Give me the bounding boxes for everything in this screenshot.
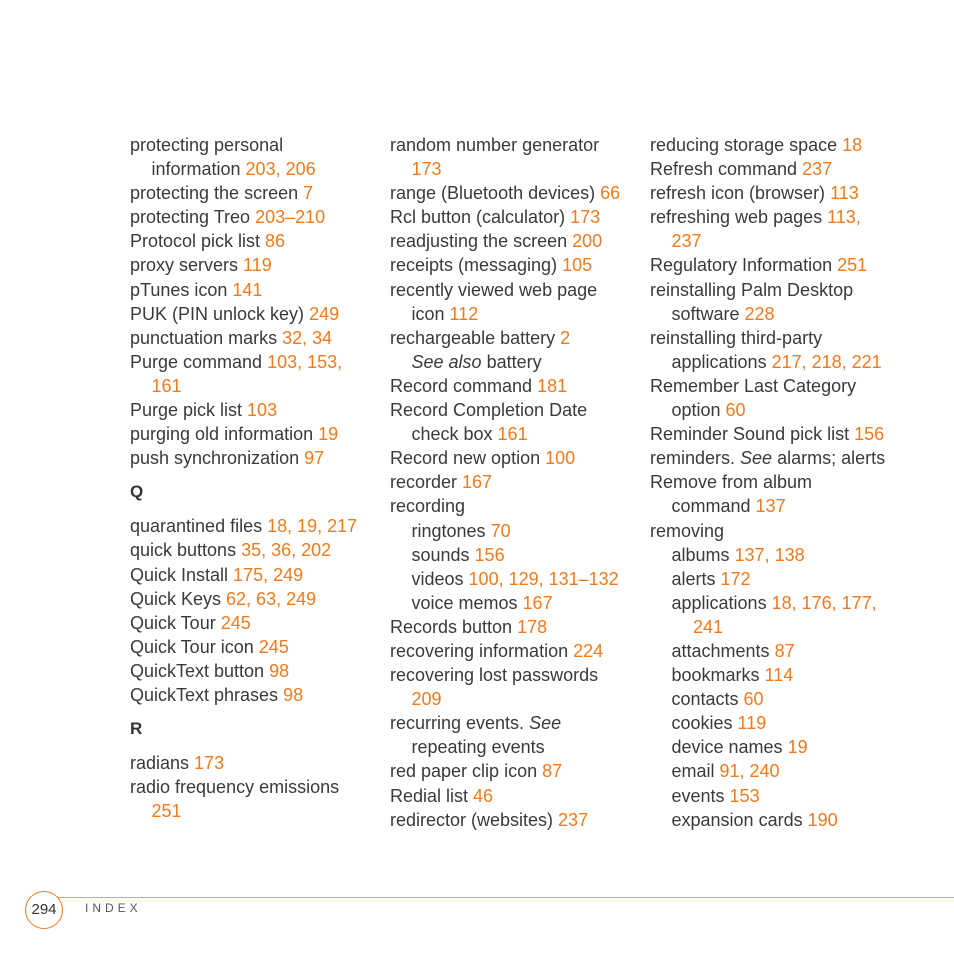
index-subentry: bookmarks 114 (671, 665, 794, 686)
page-link[interactable]: 156 (854, 424, 885, 445)
index-entry: Redial list 46 (390, 785, 494, 806)
page-link[interactable]: 141 (232, 279, 263, 300)
index-entry: redirector (websites) 237 (390, 809, 589, 830)
index-column-1 (130, 133, 380, 823)
page-link[interactable]: 217, 218, 221 (771, 351, 882, 372)
index-entry: push synchronization 97 (130, 448, 325, 469)
index-entry: QuickText phrases 98 (130, 684, 304, 705)
page-link[interactable]: 97 (304, 448, 325, 469)
index-entry: random number generator 173 (390, 133, 640, 181)
index-entry: reinstalling Palm Desktop software 228 (650, 279, 854, 324)
page-link[interactable]: 18 (842, 135, 863, 155)
page-link[interactable]: 62, 63, 249 (226, 588, 317, 609)
index-entry: Remember Last Category option 60 (650, 375, 857, 421)
page-link[interactable]: 103, 153, (267, 351, 343, 372)
page-link[interactable]: 19 (318, 424, 339, 445)
index-entry: reminders. See alarms; alerts (650, 448, 886, 469)
index-subentry: email 91, 240 (671, 761, 780, 782)
page-link[interactable]: 161 (497, 424, 528, 445)
page-link[interactable]: 114 (764, 665, 794, 686)
index-entry: reducing storage space 18 (650, 135, 863, 155)
page-link[interactable]: 203, 206 (245, 159, 316, 180)
page-link[interactable]: 98 (283, 684, 304, 705)
page-link[interactable]: 156 (474, 544, 505, 565)
index-column-3 (650, 133, 900, 832)
page-link[interactable]: 251 (837, 255, 868, 276)
page-link[interactable]: 46 (473, 785, 494, 806)
index-entry: recorder 167 (390, 472, 493, 493)
page-link[interactable]: 86 (265, 231, 286, 252)
page-link[interactable]: 32, 34 (282, 327, 333, 348)
page-link[interactable]: 7 (303, 183, 314, 204)
page-link[interactable]: 237 (671, 231, 702, 252)
page-link[interactable]: 172 (720, 568, 751, 589)
index-entry: protecting personal information 203, 206 (130, 135, 316, 180)
index-subentry: device names 19 (671, 737, 808, 758)
index-entry: reinstalling third-party applications 217, 218, 221 (650, 327, 882, 372)
page-link[interactable]: 153 (729, 785, 760, 806)
page-link[interactable]: 70 (490, 520, 511, 541)
section-letter: R (130, 719, 143, 739)
page-link[interactable]: 87 (774, 640, 795, 661)
index-entry: pTunes icon 141 (130, 279, 263, 300)
page-link[interactable]: 103 (247, 400, 278, 421)
index-subentry: albums 137, 138 (671, 544, 805, 565)
index-entry: Quick Tour icon 245 (130, 636, 289, 657)
index-entry: Quick Keys 62, 63, 249 (130, 588, 317, 609)
page-link[interactable]: 173 (570, 207, 601, 228)
page-link[interactable]: 87 (542, 761, 563, 782)
page-link[interactable]: 19 (787, 737, 808, 758)
index-entry: radio frequency emissions 251 (130, 775, 380, 823)
index-entry: Purge command 103, 153, 161 (130, 350, 380, 398)
page-link[interactable]: 167 (462, 472, 493, 493)
index-entry: Record Completion Date check box 161 (390, 400, 588, 445)
index-entry: Reminder Sound pick list 156 (650, 424, 885, 445)
index-subentry: cookies 119 (671, 713, 767, 734)
index-entry: rechargeable battery 2 See also battery (390, 327, 571, 372)
page-link[interactable]: 178 (517, 616, 548, 637)
page-link[interactable]: 173 (411, 159, 442, 180)
index-entry: Record new option 100 (390, 448, 576, 469)
index-subentry: sounds 156 (411, 544, 505, 565)
page-link[interactable]: 175, 249 (233, 564, 304, 585)
index-entry: refreshing web pages 113, 237 (650, 205, 900, 253)
page-link[interactable]: 113, (827, 207, 861, 228)
page-link[interactable]: 119 (737, 713, 767, 734)
page-link[interactable]: 66 (600, 183, 621, 204)
index-entry: Quick Tour 245 (130, 612, 251, 633)
page-link[interactable]: 98 (269, 660, 290, 681)
index-entry: protecting the screen 7 (130, 183, 314, 204)
page-link[interactable]: 167 (522, 592, 553, 613)
page-link[interactable]: 18, 176, 177, (771, 592, 877, 613)
page-link[interactable]: 245 (258, 636, 289, 657)
index-entry: refresh icon (browser) 113 (650, 183, 859, 204)
index-entry: Regulatory Information 251 (650, 255, 868, 276)
index-entry: recovering information 224 (390, 640, 604, 661)
index-entry: readjusting the screen 200 (390, 231, 603, 252)
page-link[interactable]: 249 (309, 303, 340, 324)
page-link[interactable]: 100 (545, 448, 576, 469)
index-subentry: attachments 87 (671, 640, 795, 661)
page-link[interactable]: 245 (220, 612, 251, 633)
index-entry: protecting Treo 203–210 (130, 207, 326, 228)
page-link[interactable]: 200 (572, 231, 603, 252)
index-entry: PUK (PIN unlock key) 249 (130, 303, 340, 324)
index-entry: removing (650, 520, 725, 541)
index-subentry: events 153 (671, 785, 760, 806)
page-link[interactable]: 203–210 (255, 207, 326, 228)
page-link[interactable]: 241 (693, 616, 724, 637)
footer-rule (44, 897, 954, 898)
index-entry: recovering lost passwords 209 (390, 663, 640, 711)
index-entry: Record command 181 (390, 375, 568, 396)
page-link[interactable]: 251 (151, 801, 182, 822)
page-link[interactable]: 209 (411, 689, 442, 710)
index-entry: range (Bluetooth devices) 66 (390, 183, 621, 204)
page-link[interactable]: 181 (537, 375, 568, 396)
page-link[interactable]: 2 (560, 327, 571, 348)
index-subentry: expansion cards 190 (671, 809, 838, 830)
index-entry: quick buttons 35, 36, 202 (130, 540, 332, 561)
page-link[interactable]: 113 (830, 183, 859, 204)
page-link[interactable]: 60 (725, 400, 746, 421)
page-link[interactable]: 18, 19, 217 (267, 516, 358, 537)
index-subentry: applications 18, 176, 177, 241 (650, 591, 900, 639)
page-link[interactable]: 228 (744, 303, 775, 324)
index-entry: recurring events. See repeating events (390, 713, 562, 758)
page-link[interactable]: 137, 138 (734, 544, 805, 565)
index-entry: quarantined files 18, 19, 217 (130, 516, 358, 537)
index-entry: radians 173 (130, 753, 225, 774)
index-entry: QuickText button 98 (130, 660, 290, 681)
section-letter: Q (130, 482, 144, 502)
index-entry: Refresh command 237 (650, 159, 833, 180)
page-number: 294 (25, 891, 63, 929)
page-link[interactable]: 190 (807, 809, 838, 830)
index-entry: Rcl button (calculator) 173 (390, 207, 601, 228)
page-link[interactable]: 119 (243, 255, 272, 276)
page-link[interactable]: 173 (194, 753, 225, 774)
index-entry: Records button 178 (390, 616, 548, 637)
index-entry: recently viewed web page icon 112 (390, 279, 598, 324)
index-entry: red paper clip icon 87 (390, 761, 563, 782)
index-column-2 (390, 133, 640, 832)
page-link[interactable]: 105 (562, 255, 593, 276)
page-link[interactable]: 237 (558, 809, 589, 830)
index-subentry: ringtones 70 (411, 520, 511, 541)
page-link[interactable]: 112 (449, 303, 479, 324)
page-link[interactable]: 100, 129, 131–132 (468, 568, 619, 589)
index-entry: purging old information 19 (130, 424, 339, 445)
index-entry: proxy servers 119 (130, 255, 272, 276)
page-link[interactable]: 35, 36, 202 (241, 540, 332, 561)
page-link[interactable]: 60 (743, 689, 764, 710)
page-link[interactable]: 91, 240 (719, 761, 780, 782)
index-entry: Protocol pick list 86 (130, 231, 286, 252)
index-entry: Purge pick list 103 (130, 400, 278, 421)
page-link[interactable]: 224 (573, 640, 604, 661)
index-entry: punctuation marks 32, 34 (130, 327, 333, 348)
page-link[interactable]: 137 (755, 496, 786, 517)
index-entry: receipts (messaging) 105 (390, 255, 593, 276)
index-subentry: videos 100, 129, 131–132 (411, 568, 619, 589)
index-subentry: contacts 60 (671, 689, 764, 710)
running-head: INDEX (85, 901, 142, 915)
page-link[interactable]: 237 (802, 159, 833, 180)
index-subentry: voice memos 167 (411, 592, 553, 613)
index-subentry: alerts 172 (671, 568, 751, 589)
page-link[interactable]: 161 (151, 375, 182, 396)
index-entry: Quick Install 175, 249 (130, 564, 304, 585)
index-entry: recording (390, 496, 466, 517)
index-entry: Remove from album command 137 (650, 472, 813, 517)
